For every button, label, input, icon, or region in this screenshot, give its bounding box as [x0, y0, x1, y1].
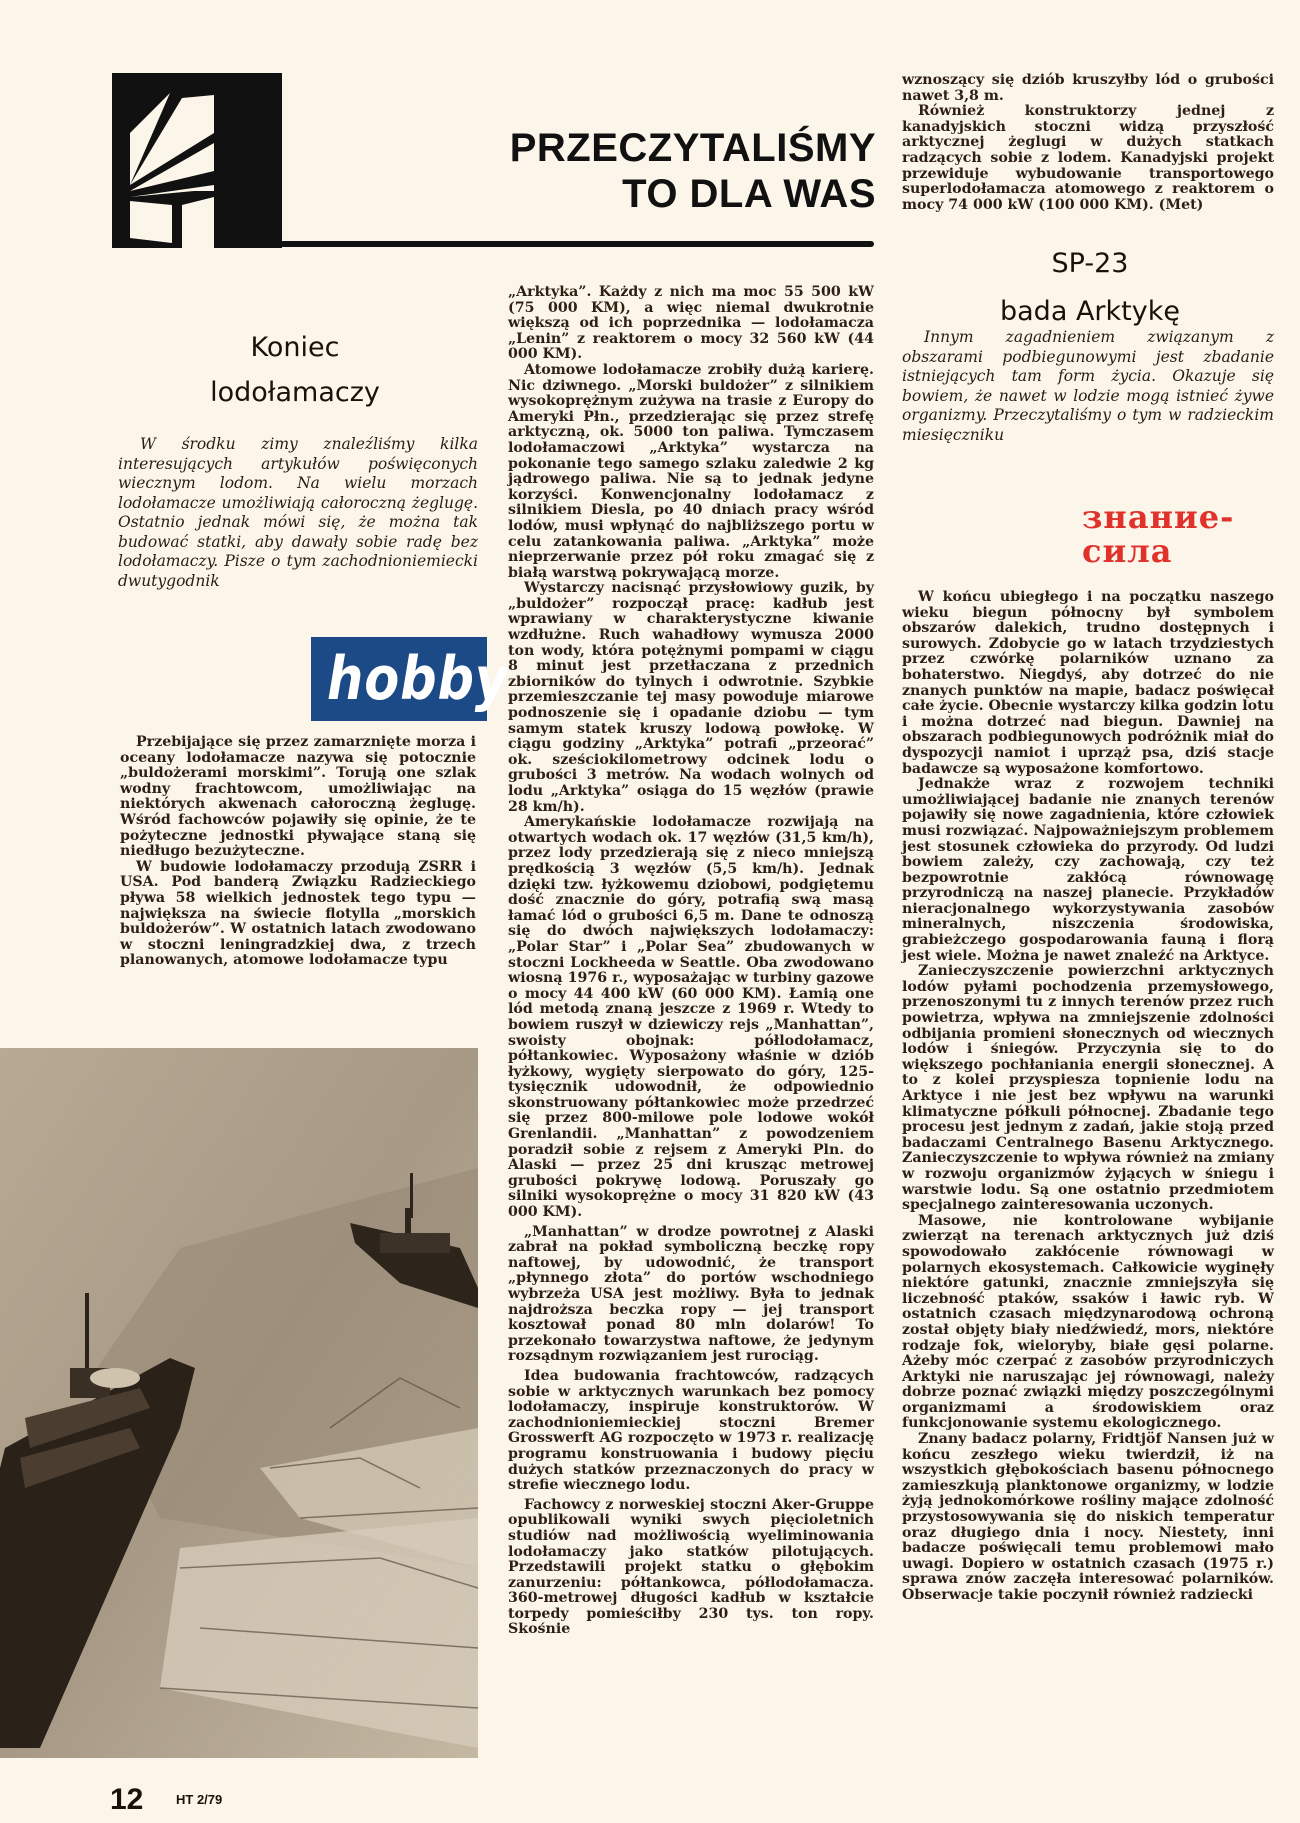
article-lead	[902, 328, 1274, 445]
column-1-body	[120, 735, 476, 969]
article-title-koniec	[160, 325, 430, 415]
znanie-logo-line2: сила	[1082, 532, 1173, 570]
column-3-continuation	[902, 73, 1274, 213]
paragraph: Znany badacz polarny, Fridtjöf Nansen już w końcu zeszłego wieku twierdził, iż na wszystkich głębokościach basenu północnego zamieszkują planktonowe organizmy, w lodzie żyją jednokomórkowe rośliny mające zdolność przystosowywania się do niskich temperatur oraz długiego dnia i nocy. Niestety, inni badacze poświęcali temu problemowi mało uwagi. Dopiero w ostatnich czasach (1975 r.) sprawa znów zaczęła interesować polarników. Obserwacje takie poczynił również radziecki	[902, 1431, 1274, 1603]
column-3-body	[902, 590, 1274, 1604]
article-lead	[118, 435, 478, 591]
paragraph: Przebijające się przez zamarznięte morza i oceany lodołamacze nazywa się potocznie „buldożerami morskimi”. Torują one szlak wodny frachtowcom, umożliwiając na niektórych akwenach całoroczną żeglugę. Wśród fachowców pojawiły się opinie, że te pożyteczne jednostki pływające staną się niedługo bezużyteczne.	[120, 734, 476, 860]
znanie-logo-line1: знание-	[1082, 498, 1235, 536]
paragraph: Fachowcy z norweskiej stoczni Aker-Gruppe opublikowali wyniki swych pięcioletnich studiów nad możliwością wyeliminowania lodołamaczy jako statków pilotujących. Przedstawili projekt statku o głębokim zanurzeniu: półtankowca, półlodołamacza. 360-metrowej długości kadłub w kształcie torpedy pomieściłby 230 tys. ton ropy. Skośnie	[508, 1496, 874, 1638]
paragraph: Również konstruktorzy jednej z kanadyjskich stoczni widzą przyszłość arktycznej żeglugi w dużych statkach radzących sobie z lodem. Kanadyjski projekt przewiduje wybudowanie transportowego superlodołamacza atomowego z reaktorem o mocy 74 000 kW (100 000 KM). (Met)	[902, 103, 1274, 213]
paragraph: „Manhattan” w drodze powrotnej z Alaski zabrał na pokład symboliczną beczkę ropy naftowej, by udowodnić, że transport „płynnego złota” do portów wschodniego wybrzeża USA jest możliwy. Była to jednak najdroższa beczka ropy — jej transport kosztował ponad 80 mln dolarów! To przekonało towarzystwa naftowe, że jedynym rozsądnym rozwiązaniem jest rurociąg.	[508, 1223, 874, 1365]
section-title	[470, 125, 876, 217]
lead-paragraph: W środku zimy znaleźliśmy kilka interesujących artykułów poświęconych wiecznym lodom. Na wielu morzach lodołamacze umożliwiają całoroczną żeglugę. Ostatnio jednak mówi się, że można tak budować statki, aby dawały sobie radę bez lodołamaczy. Pisze o tym zachodnioniemiecki dwutygodnik	[118, 435, 478, 590]
hobby-source-logo	[311, 637, 509, 721]
paragraph: Zanieczyszczenie powierzchni arktycznych lodów pyłami pochodzenia przemysłowego, przenoszonymi tu z innych terenów przez ruch powietrza, wpływa na zmniejszenie zdolności odbijania promieni słonecznych od wiecznych lodów i śniegów. Przyczynia się to do większego pochłaniania energii słonecznej. A to z kolei przyspiesza topnienie lodu na Arktyce i nie jest bez wpływu na warunki klimatyczne półkuli północnej. Zbadanie tego procesu jest jednym z zadań, jakie stoją przed badaczami Centralnego Basenu Arktycznego. Zanieczyszczenie to wpływa również na zmiany w rozwoju organizmów żyjących w śniegu i warstwie lodu. Są one ostatnio przedmiotem specjalnego zainteresowania uczonych.	[902, 963, 1274, 1214]
paragraph: Wystarczy nacisnąć przysłowiowy guzik, by „buldożer” rozpoczął pracę: kadłub jest wprawiany w charakterystyczne kiwanie wzdłużne. Ruch wahadłowy wymusza 2000 ton wody, która potężnymi pompami w ciągu 8 minut jest przetłaczana z przednich zbiorników do tylnych i odwrotnie. Szybkie przemieszczanie tej masy powoduje miarowe podnoszenie się i opadanie dziobu — tym samym statek kruszy lodową powłokę. W ciągu godziny „Arktyka” potrafi „przeorać” ok. sześciokilometrowy odcinek lodu o grubości 3 metrów. Na wodach wolnych od lodu „Arktyka” osiąga do 15 węzłów (prawie 28 km/h).	[508, 580, 874, 815]
znanie-sila-source-logo	[1082, 500, 1272, 568]
article-title-line1: Koniec	[250, 332, 340, 363]
article-title-line2: lodołamaczy	[210, 377, 380, 408]
paragraph: Masowe, nie kontrolowane wybijanie zwierząt na terenach arktycznych już dziś spowodowało zakłócenie równowagi w polarnych ekosystemach. Całkowicie wyginęły niektóre gatunki, znacznie zmniejszyła się liczebność ptaków, ssaków i ławic ryb. W ostatnich czasach międzynarodową ochroną został objęty biały niedźwiedź, mors, niektóre rodzaje fok, wieloryby, białe gęsi polarne. Ażeby móc czerpać z zasobów przyrodniczych Arktyki nie naruszając jej równowagi, należy dobrze poznać związki między poszczególnymi organizmami a środowiskiem oraz funkcjonowanie systemu ekologicznego.	[902, 1212, 1274, 1432]
paragraph: Atomowe lodołamacze zrobiły dużą karierę. Nic dziwnego. „Morski buldożer” z silnikiem wysokoprężnym zużywa na trasie z Europy do Ameryki Płn., przedzierając się przez strefę arktyczną, ok. 5000 ton paliwa. Tymczasem lodołamaczowi „Arktyka” wystarcza na pokonanie tego samego szlaku zaledwie 2 kg jądrowego paliwa. Nie są to jednak jedyne korzyści. Konwencjonalny lodołamacz z silnikiem Diesla, po 40 dniach pracy wśród lodów, musi wpłynąć do najbliższego portu w celu zatankowania paliwa. „Arktyka” może nieprzerwanie przez pół roku zmagać się z białą warstwą pokrywającą morze.	[508, 361, 874, 581]
paragraph: Jednakże wraz z rozwojem techniki umożliwiającej badanie nie znanych terenów pojawiły się nowe zagadnienia, które człowiek musi rozwiązać. Najpoważniejszym problemem jest stosunek człowieka do przyrody. Od ludzi bowiem zależy, czy zachowają, czy też bezpowrotnie zakłócą równowagę przyrodniczą na naszej planecie. Przykładów nieracjonalnego wykorzystywania zasobów mineralnych, niszczenia środowiska, grabieżczego gospodarowania fauną i florą jest wiele. Można je nawet znaleźć na Arktyce.	[902, 776, 1274, 964]
paragraph: W budowie lodołamaczy przodują ZSRR i USA. Pod banderą Związku Radzieckiego pływa 58 wielkich jednostek tego typu — największa na świecie flotylla „morskich buldożerów”. W ostatnich latach zwodowano w stoczni leningradzkiej dwa, z trzech planowanych, atomowe lodołamacze typu	[120, 858, 476, 969]
issue-label: HT 2/79	[176, 1792, 223, 1807]
header-rule	[280, 241, 874, 247]
icebreakers-photo	[0, 1048, 478, 1758]
paragraph: Amerykańskie lodołamacze rozwijają na otwartych wodach ok. 17 węzłów (31,5 km/h), przez lody przedzierają się z nieco mniejszą prędkością 3 węzłów (5,5 km/h). Jednak dzięki tzw. łyżkowemu dziobowi, podgiętemu dość znacznie do góry, potrafią swą masą łamać lód o grubości 6,5 m. Dane te odnoszą się do dwóch największych lodołamaczy: „Polar Star” i „Polar Sea” zbudowanych w stoczni Lockheeda w Seattle. Oba zwodowano wiosną 1976 r., wyposażając w turbiny gazowe o mocy 44 400 kW (60 000 KM). Łamią one lód metodą znaną jeszcze z 1969 r. Wtedy to bowiem ruszył w dziewiczy rejs „Manhattan”, swoisty obojnak: półlodołamacz, półtankowiec. Wyposażony właśnie w dziób łyżkowy, wygięty sierpowato do góry, 125-tysięcznik udowodnił, że odpowiednio skonstruowany półtankowiec może przedrzeć się przez 800-milowe pole lodowe wokół Grenlandii. „Manhattan” z powodzeniem poradził sobie z rejsem z Ameryki Pln. do Alaski — przez 25 dni krusząc metrowej grubości pokrywę lodową. Poruszały go silniki wysokoprężne o mocy 31 820 kW (43 000 KM).	[508, 814, 874, 1221]
page-number: 12	[110, 1783, 144, 1816]
paragraph: Idea budowania frachtowców, radzących sobie w arktycznych warunkach bez pomocy lodołamaczy, inspiruje konstruktorów. W zachodnioniemieckiej stoczni Bremer Grosswerft AG rozpoczęto w 1973 r. realizację programu konstruowania i budowy pięciu dużych statków przeznaczonych do pracy w strefie wiecznego lodu.	[508, 1367, 874, 1494]
article-title-sp23	[960, 240, 1220, 336]
hobby-logo-text: hobby	[327, 644, 509, 714]
lead-paragraph: Innym zagadnieniem związanym z obszarami podbiegunowymi jest zbadanie istniejących tam form życia. Okazuje się bowiem, że nawet w lodzie mogą istnieć żywe organizmy. Przeczytaliśmy o tym w radzieckim miesięczniku	[902, 328, 1274, 444]
section-title-line2: TO DLA WAS	[622, 172, 876, 216]
article-title-line2: bada Arktykę	[1000, 296, 1180, 327]
paragraph: „Arktyka”. Każdy z nich ma moc 55 500 kW (75 000 KM), a więc niemal dwukrotnie większą od ich poprzednika — lodołamacza „Lenin” z reaktorem o mocy 32 560 kW (44 000 KM).	[508, 284, 874, 363]
section-title-line1: PRZECZYTALIŚMY	[509, 126, 876, 170]
open-book-logo-icon	[112, 73, 282, 248]
article-title-line1: SP-23	[1051, 248, 1129, 279]
paragraph: W końcu ubiegłego i na początku naszego wieku biegun północny był symbolem obszarów dalekich, trudno dostępnych i surowych. Zdobycie go w latach trzydziestych przez czwórkę polarników uznano za bohaterstwo. Niegdyś, aby dotrzeć do nie znanych punktów na mapie, badacz poświęcał całe życie. Obecnie wystarczy kilka godzin lotu i można dotrzeć nad biegun. Dawniej na obszarach podbiegunowych podróżnik miał do dyspozycji namiot i uprząż psa, dziś stacje badawcze są wyposażone komfortowo.	[902, 589, 1274, 777]
paragraph: wznoszący się dziób kruszyłby lód o grubości nawet 3,8 m.	[902, 72, 1274, 104]
column-2-body	[508, 285, 874, 1638]
